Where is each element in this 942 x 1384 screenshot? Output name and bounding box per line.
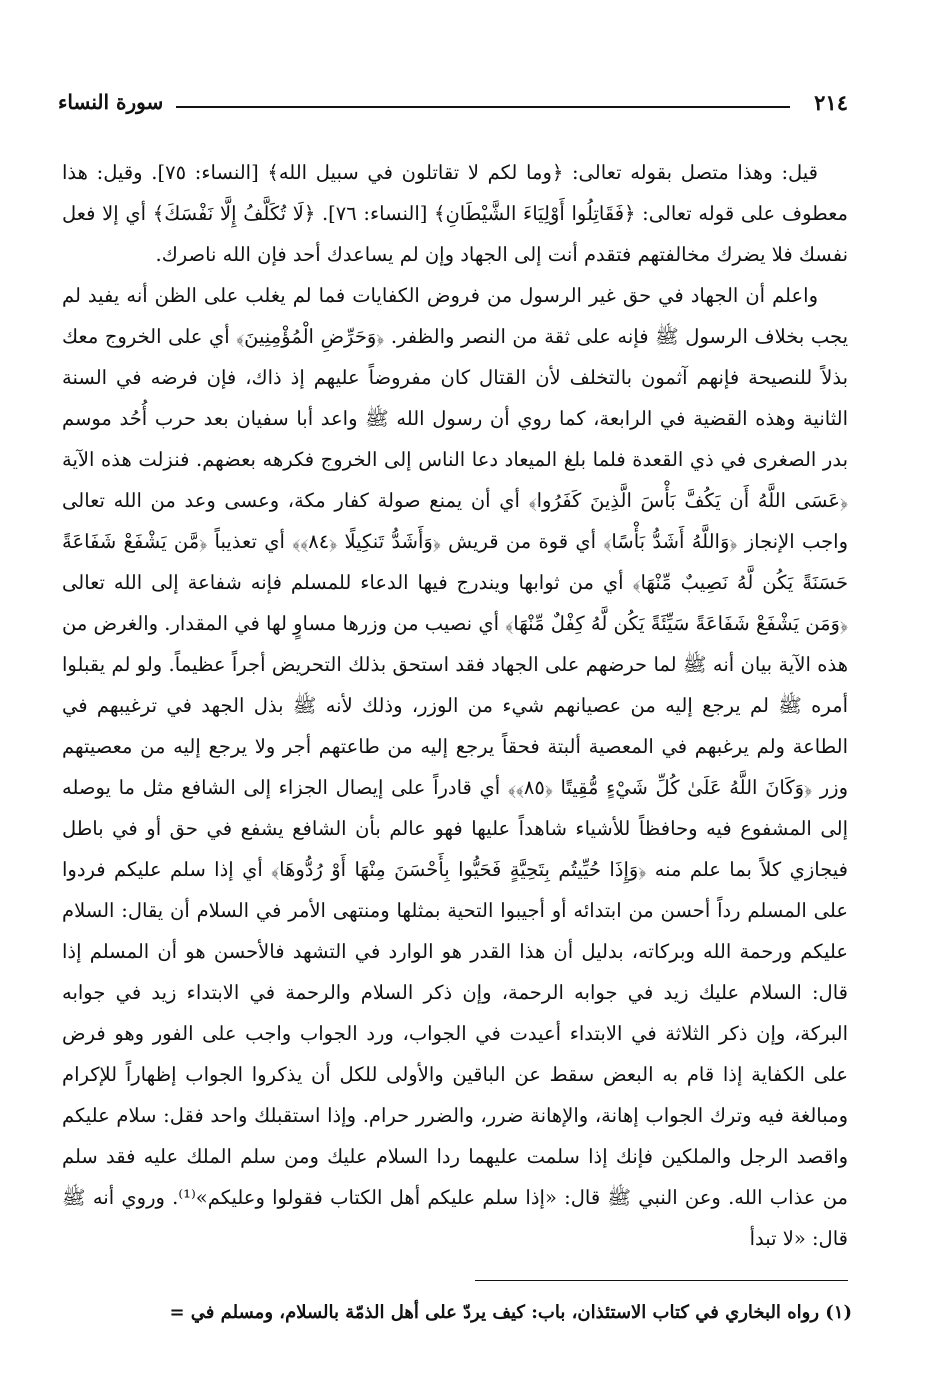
surah-name: سورة النساء bbox=[58, 90, 164, 114]
header-rule bbox=[176, 106, 790, 108]
body-text bbox=[62, 152, 848, 1259]
page-number: ٢١٤ bbox=[814, 90, 848, 115]
footnote-divider bbox=[475, 1280, 848, 1281]
footnote: (١) رواه البخاري في كتاب الاستئذان، باب: كيف يردّ على أهل الذمّة بالسلام، ومسلم في = bbox=[169, 1302, 852, 1323]
paragraph-1: قيل: وهذا متصل بقوله تعالى: ﴿وما لكم لا تقاتلون في سبيل الله﴾ [النساء: ٧٥]. وقيل: هذا معطوف على قوله تعالى: ﴿فَقَاتِلُوا أَوْلِيَاءَ الشَّيْطَانِ﴾ [النساء: ٧٦]. ﴿لَا تُكَلَّفُ إِلَّا نَفْسَكَ﴾ أي إلا فعل نفسك فلا يضرك مخالفتهم فتقدم أنت إلى الجهاد وإن لم يساعدك أحد فإن الله ناصرك. bbox=[62, 161, 848, 266]
paragraph-2: واعلم أن الجهاد في حق غير الرسول من فروض الكفايات فما لم يغلب على الظن أنه يفيد لم يجب بخلاف الرسول ﷺ فإنه على ثقة من النصر والظفر. ﴿وَحَرِّضِ الْمُؤْمِنِينَ﴾ أي على الخروج معك بذلاً للنصيحة فإنهم آثمون بالتخلف لأن القتال كان مفروضاً عليهم إذ ذاك، فإن فرضه في السنة الثانية وهذه القضية في الرابعة، كما روي أن رسول الله ﷺ واعد أبا سفيان بعد حرب أُحُد موسم بدر الصغرى في ذي القعدة فلما بلغ الميعاد دعا الناس إلى الخروج فكرهه بعضهم. فنزلت هذه الآية ﴿عَسَى اللَّهُ أَن يَكُفَّ بَأْسَ الَّذِينَ كَفَرُوا﴾ أي أن يمنع صولة كفار مكة، وعسى وعد من الله تعالى واجب الإنجاز ﴿وَاللَّهُ أَشَدُّ بَأْسًا﴾ أي قوة من قريش ﴿وَأَشَدُّ تَنكِيلًا ﴿٨٤﴾﴾ أي تعذيباً ﴿مَّن يَشْفَعْ شَفَاعَةً حَسَنَةً يَكُن لَّهُ نَصِيبٌ مِّنْهَا﴾ أي من ثوابها ويندرج فيها الدعاء للمسلم فإنه شفاعة إلى الله تعالى ﴿وَمَن يَشْفَعْ شَفَاعَةً سَيِّئَةً يَكُن لَّهُ كِفْلٌ مِّنْهَا﴾ أي نصيب من وزرها مساوٍ لها في المقدار. والغرض من هذه الآية بيان أنه ﷺ لما حرضهم على الجهاد فقد استحق بذلك التحريض أجراً عظيماً. ولو لم يقبلوا أمره ﷺ لم يرجع إليه من عصيانهم شيء من الوزر، وذلك لأنه ﷺ بذل الجهد في ترغيبهم في الطاعة ولم يرغبهم في المعصية ألبتة فحقاً يرجع إليه من طاعتهم أجر ولا يرجع إليه من معصيتهم وزر ﴿وَكَانَ اللَّهُ عَلَىٰ كُلِّ شَيْءٍ مُّقِيتًا ﴿٨٥﴾﴾ أي قادراً على إيصال الجزاء إلى الشافع مثل ما يوصله إلى المشفوع فيه وحافظاً للأشياء شاهداً عليها فهو عالم بأن الشافع يشفع في حق أو في باطل فيجازي كلاً بما علم منه ﴿وَإِذَا حُيِّيتُم بِتَحِيَّةٍ فَحَيُّوا بِأَحْسَنَ مِنْهَا أَوْ رُدُّوهَا﴾ أي إذا سلم عليكم فردوا على المسلم رداً أحسن من ابتدائه أو أجيبوا التحية بمثلها ومنتهى الأمر في السلام أن يقال: السلام عليكم ورحمة الله وبركاته، بدليل أن هذا القدر هو الوارد في التشهد فالأحسن هو أن المسلم إذا قال: السلام عليك زيد في جوابه الرحمة، وإن ذكر السلام والرحمة في الابتداء زيد في جوابه البركة، وإن ذكر الثلاثة في الابتداء أعيدت في الجواب، ورد الجواب واجب على الفور وهو فرض على الكفاية إذا قام به البعض سقط عن الباقين والأولى للكل أن يذكروا الجواب إظهاراً للإكرام ومبالغة فيه وترك الجواب إهانة، والإهانة ضرر، والضرر حرام. وإذا استقبلك واحد فقل: سلام عليكم واقصد الرجل والملكين فإنك إذا سلمت عليهما ردا السلام عليك ومن سلم الملك عليه فقد سلم من عذاب الله. وعن النبي ﷺ قال: «إذا سلم عليكم أهل الكتاب فقولوا وعليكم»⁽¹⁾. وروي أنه ﷺ قال: «لا تبدأ bbox=[62, 284, 849, 1250]
page-header bbox=[58, 86, 848, 120]
